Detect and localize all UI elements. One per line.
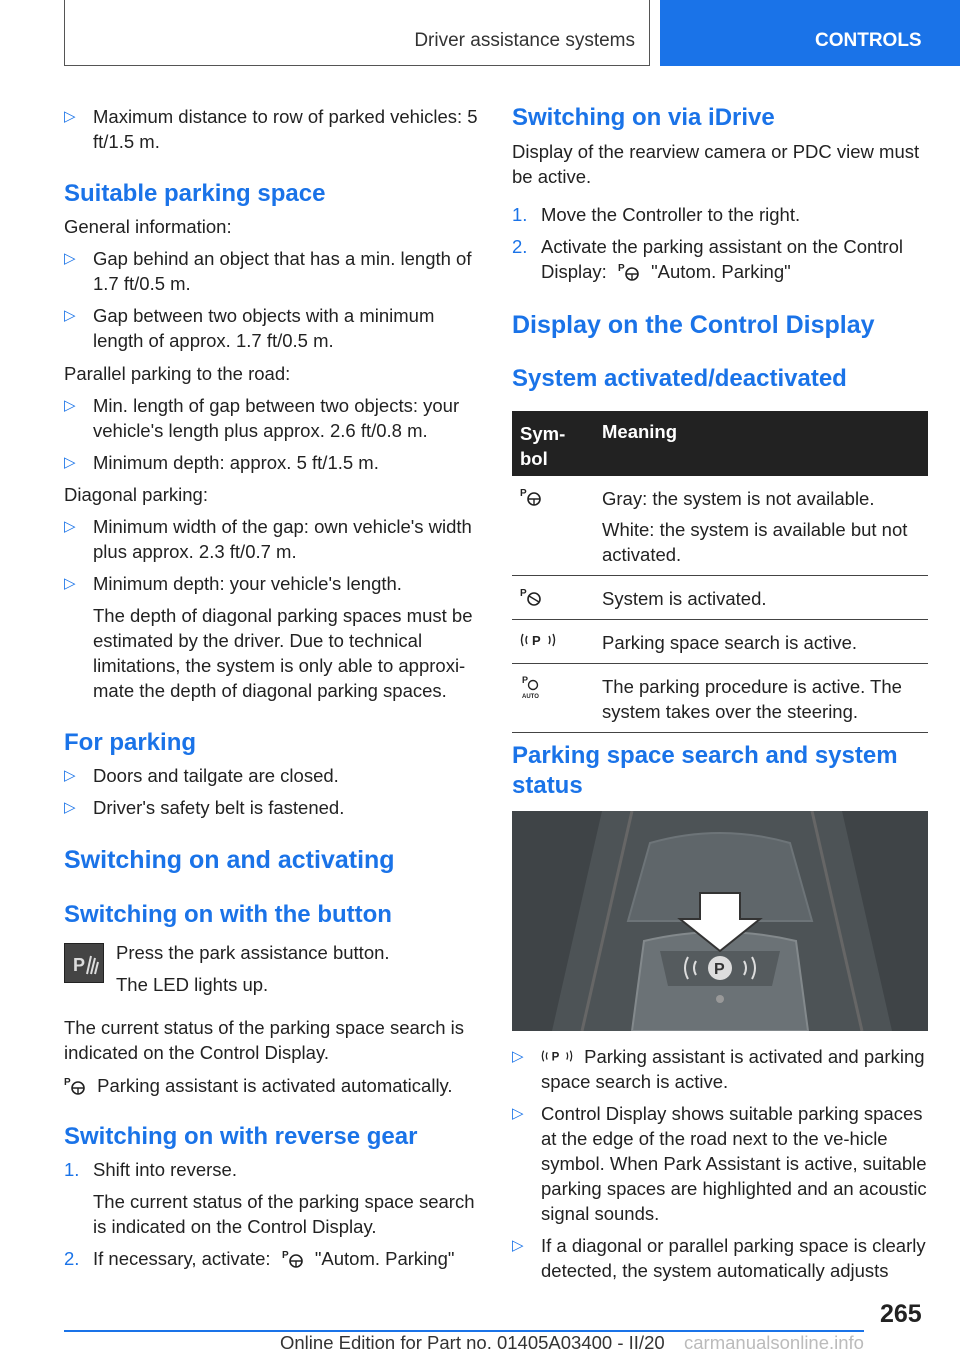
for-parking-list <box>64 763 479 827</box>
svg-text:P: P <box>64 1077 71 1088</box>
step-number: 1. <box>512 204 528 225</box>
header-section-box <box>64 0 650 66</box>
list-item: ▷ Driver's safety belt is fastened. <box>64 795 479 820</box>
list-item: ▷ If a diagonal or parallel parking space is clearly detected, the system automatically adjusts <box>512 1233 928 1283</box>
col-symbol-header: Sym-bol <box>520 423 566 469</box>
diagonal-label: Diagonal parking: <box>64 484 208 505</box>
display-heading: Display on the Control Display <box>512 311 875 339</box>
table-cell: Gray: the system is not available. <box>602 488 875 509</box>
system-activated-heading: System activated/deactivated <box>512 365 847 392</box>
general-list <box>64 246 479 360</box>
step-number: 2. <box>512 236 528 257</box>
table-cell: System is activated. <box>602 588 767 609</box>
general-label: General information: <box>64 216 232 237</box>
auto-label: AUTO <box>522 694 539 700</box>
watermark: carmanualsonline.info <box>684 1332 864 1353</box>
table-header <box>512 411 928 476</box>
parallel-label: Parallel parking to the road: <box>64 363 291 384</box>
auto-text-line <box>64 1073 479 1098</box>
list-item <box>512 234 928 284</box>
for-parking-heading: For parking <box>64 729 197 756</box>
table-row <box>512 664 928 733</box>
status-list <box>512 1044 928 1290</box>
list-item <box>512 202 928 227</box>
list-item: ▷ Gap behind an object that has a min. length of 1.7 ft/0.5 m. <box>64 246 479 296</box>
page-number: 265 <box>880 1300 922 1328</box>
list-item <box>64 1246 479 1271</box>
list-item: ▷ Doors and tailgate are closed. <box>64 763 479 788</box>
button-heading: Switching on with the button <box>64 901 392 928</box>
idrive-heading: Switching on via iDrive <box>512 104 775 131</box>
table-row <box>512 576 928 620</box>
intro-bullet-list <box>64 104 479 161</box>
switching-heading: Switching on and activating <box>64 846 395 874</box>
svg-text:P: ▷ P <box>551 1051 560 1064</box>
button-line-2: The LED lights up. <box>116 974 269 995</box>
col-meaning-header: Meaning <box>602 421 678 442</box>
list-item: ▷ Min. length of gap between two objects: your vehicle's length plus approx. 2.6 ft/0.8 m. <box>64 393 479 443</box>
parking-assistant-icon <box>618 261 640 281</box>
list-item: ▷ Minimum width of the gap: own vehicle's width plus approx. 2.3 ft/0.7 m. <box>64 514 479 564</box>
park-assist-button-icon <box>64 943 104 983</box>
step-text-post: "Autom. Parking" <box>651 261 791 282</box>
suitable-heading: Suitable parking space <box>64 180 326 207</box>
table-cell: The parking procedure is active. The system takes over the steering. <box>602 676 902 722</box>
table-row <box>512 476 928 576</box>
table-cell: Parking space search is active. <box>602 632 858 653</box>
parking-space-search-icon <box>541 1046 573 1066</box>
step-number: 1. <box>64 1159 80 1180</box>
step-text: If necessary, activate: <box>93 1248 271 1269</box>
svg-text:P: P <box>522 675 529 685</box>
list-item-text: Parking assistant is activated and parking space search is active. <box>541 1046 925 1092</box>
status-text: The current status of the parking space search is indicated on the Control Display. <box>64 1017 465 1063</box>
list-item: ▷ Minimum depth: approx. 5 ft/1.5 m. <box>64 450 479 475</box>
parking-assistant-gray-icon <box>520 486 542 506</box>
reverse-heading: Switching on with reverse gear <box>64 1123 418 1150</box>
list-item: ▷ Control Display shows suitable parking spaces at the edge of the road next to the ve-hicle symbol. When Park Assistant is active, suitable parking spaces are highlighted and an acoustic signal sounds. <box>512 1101 928 1226</box>
idrive-intro: Display of the rearview camera or PDC view must be active. <box>512 141 920 187</box>
list-item <box>512 1044 928 1094</box>
table-cell: White: the system is available but not activated. <box>602 519 908 565</box>
parking-assistant-icon <box>282 1248 304 1268</box>
header-chapter-tab <box>660 0 960 66</box>
step-sub: The current status of the parking space search is indicated on the Control Display. <box>93 1191 475 1237</box>
svg-text:P: P <box>281 1250 289 1261</box>
diagonal-list <box>64 514 479 710</box>
svg-text:P: P <box>520 588 527 599</box>
parking-space-search-icon <box>520 630 556 650</box>
list-item <box>64 571 479 703</box>
parking-assistant-icon <box>64 1075 86 1095</box>
list-item-text: Minimum depth: your vehicle's length. <box>93 573 402 594</box>
svg-text:P: P <box>617 263 625 274</box>
step-text-post: "Autom. Parking" <box>314 1248 455 1269</box>
status-heading: Parking space search and system status <box>512 742 898 799</box>
svg-text:P: P <box>73 955 86 975</box>
step-text: Move the Controller to the right. <box>541 204 801 225</box>
svg-text:P: P <box>714 961 725 978</box>
footer-edition: Online Edition for Part no. 01405A03400 - II/20 <box>280 1332 665 1353</box>
svg-text:P: P <box>520 488 527 499</box>
idrive-steps <box>512 202 928 291</box>
header-section-title: Driver assistance systems <box>414 30 635 51</box>
list-item <box>64 1157 479 1239</box>
reverse-steps <box>64 1157 479 1278</box>
diagonal-note: The depth of diagonal parking spaces must be estimated by the driver. Due to technical limitations, the system is only able to approxi-mate the depth of diagonal parking spaces. <box>93 605 473 701</box>
header-chapter-title: CONTROLS <box>815 30 922 51</box>
symbol-table <box>512 411 928 733</box>
svg-text:P: P <box>532 633 541 648</box>
list-item: ▷ Gap between two objects with a minimum length of approx. 1.7 ft/0.5 m. <box>64 303 479 353</box>
intro-bullet: ▷ Maximum distance to row of parked vehicles: 5 ft/1.5 m. <box>64 104 479 154</box>
table-row <box>512 620 928 664</box>
step-text: Shift into reverse. <box>93 1159 237 1180</box>
step-text: Activate the parking assistant on the Control Display: <box>541 236 903 282</box>
step-number: 2. <box>64 1248 80 1269</box>
auto-text: Parking assistant is activated automatically. <box>97 1075 453 1096</box>
button-line-1: Press the park assistance button. <box>116 942 390 963</box>
parallel-list <box>64 393 479 482</box>
parking-display-image <box>512 811 928 1031</box>
parking-auto-icon <box>520 674 546 700</box>
parking-assistant-active-icon <box>520 586 542 606</box>
